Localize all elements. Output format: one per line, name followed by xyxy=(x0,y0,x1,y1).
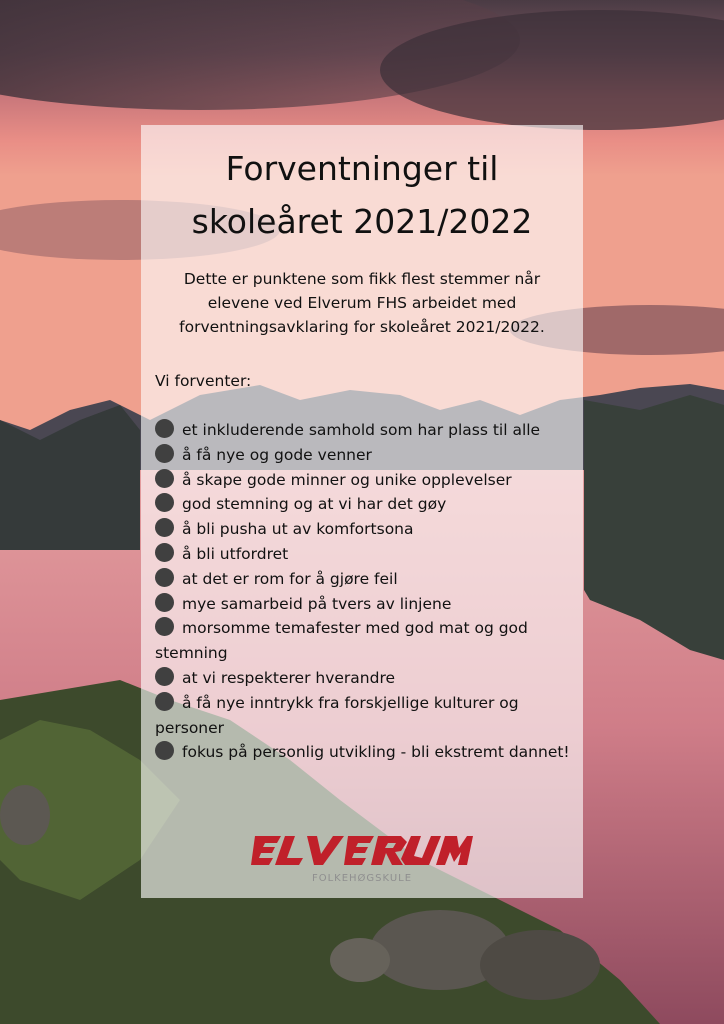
content-panel xyxy=(141,125,583,898)
poster-title xyxy=(141,142,583,248)
bullet-icon xyxy=(155,419,174,438)
bullet-icon xyxy=(155,593,174,612)
elverum-wordmark-icon xyxy=(251,830,473,872)
list-item-text: at det er rom for å gjøre feil xyxy=(182,569,398,588)
title-line-1: Forventninger til xyxy=(225,149,499,188)
bullet-icon xyxy=(155,518,174,537)
list-item-text: å skape gode minner og unike opplevelser xyxy=(182,470,512,489)
list-item xyxy=(155,592,575,617)
bullet-icon xyxy=(155,444,174,463)
elverum-logo xyxy=(251,830,473,890)
list-item xyxy=(155,691,575,741)
list-item xyxy=(155,740,575,765)
list-item xyxy=(155,418,575,443)
intro-paragraph: Dette er punktene som fikk flest stemmer når elevene ved Elverum FHS arbeidet med forventningsavklaring for skoleåret 2021/2022. xyxy=(179,270,545,336)
bullet-icon xyxy=(155,568,174,587)
list-item-text: å bli utfordret xyxy=(182,544,289,563)
list-item xyxy=(155,666,575,691)
bullet-icon xyxy=(155,741,174,760)
list-item-text: å få nye og gode venner xyxy=(182,445,372,464)
bullet-icon xyxy=(155,667,174,686)
bullet-icon xyxy=(155,692,174,711)
list-item xyxy=(155,567,575,592)
list-lead-text: Vi forventer: xyxy=(155,372,252,390)
title-line-2: skoleåret 2021/2022 xyxy=(191,202,533,241)
expectations-list xyxy=(155,418,575,765)
list-item-text: fokus på personlig utvikling - bli ekstremt dannet! xyxy=(182,743,570,762)
bullet-icon xyxy=(155,617,174,636)
bullet-icon xyxy=(155,543,174,562)
list-item-text: at vi respekterer hverandre xyxy=(182,668,396,687)
list-item xyxy=(155,616,575,666)
list-item xyxy=(155,468,575,493)
logo-subtitle: FOLKEHØGSKULE xyxy=(311,873,413,884)
list-item-text: å bli pusha ut av komfortsona xyxy=(182,520,414,539)
list-item-text: mye samarbeid på tvers av linjene xyxy=(182,594,452,613)
bullet-icon xyxy=(155,493,174,512)
bullet-icon xyxy=(155,469,174,488)
list-item-text: morsomme temafester med god mat og god stemning xyxy=(155,619,528,663)
list-item xyxy=(155,542,575,567)
list-item-text: god stemning og at vi har det gøy xyxy=(182,495,447,514)
list-item-text: å få nye inntrykk fra forskjellige kulturer og personer xyxy=(155,693,519,737)
list-item xyxy=(155,443,575,468)
list-item xyxy=(155,492,575,517)
list-item xyxy=(155,517,575,542)
list-item-text: et inkluderende samhold som har plass til alle xyxy=(182,421,541,439)
